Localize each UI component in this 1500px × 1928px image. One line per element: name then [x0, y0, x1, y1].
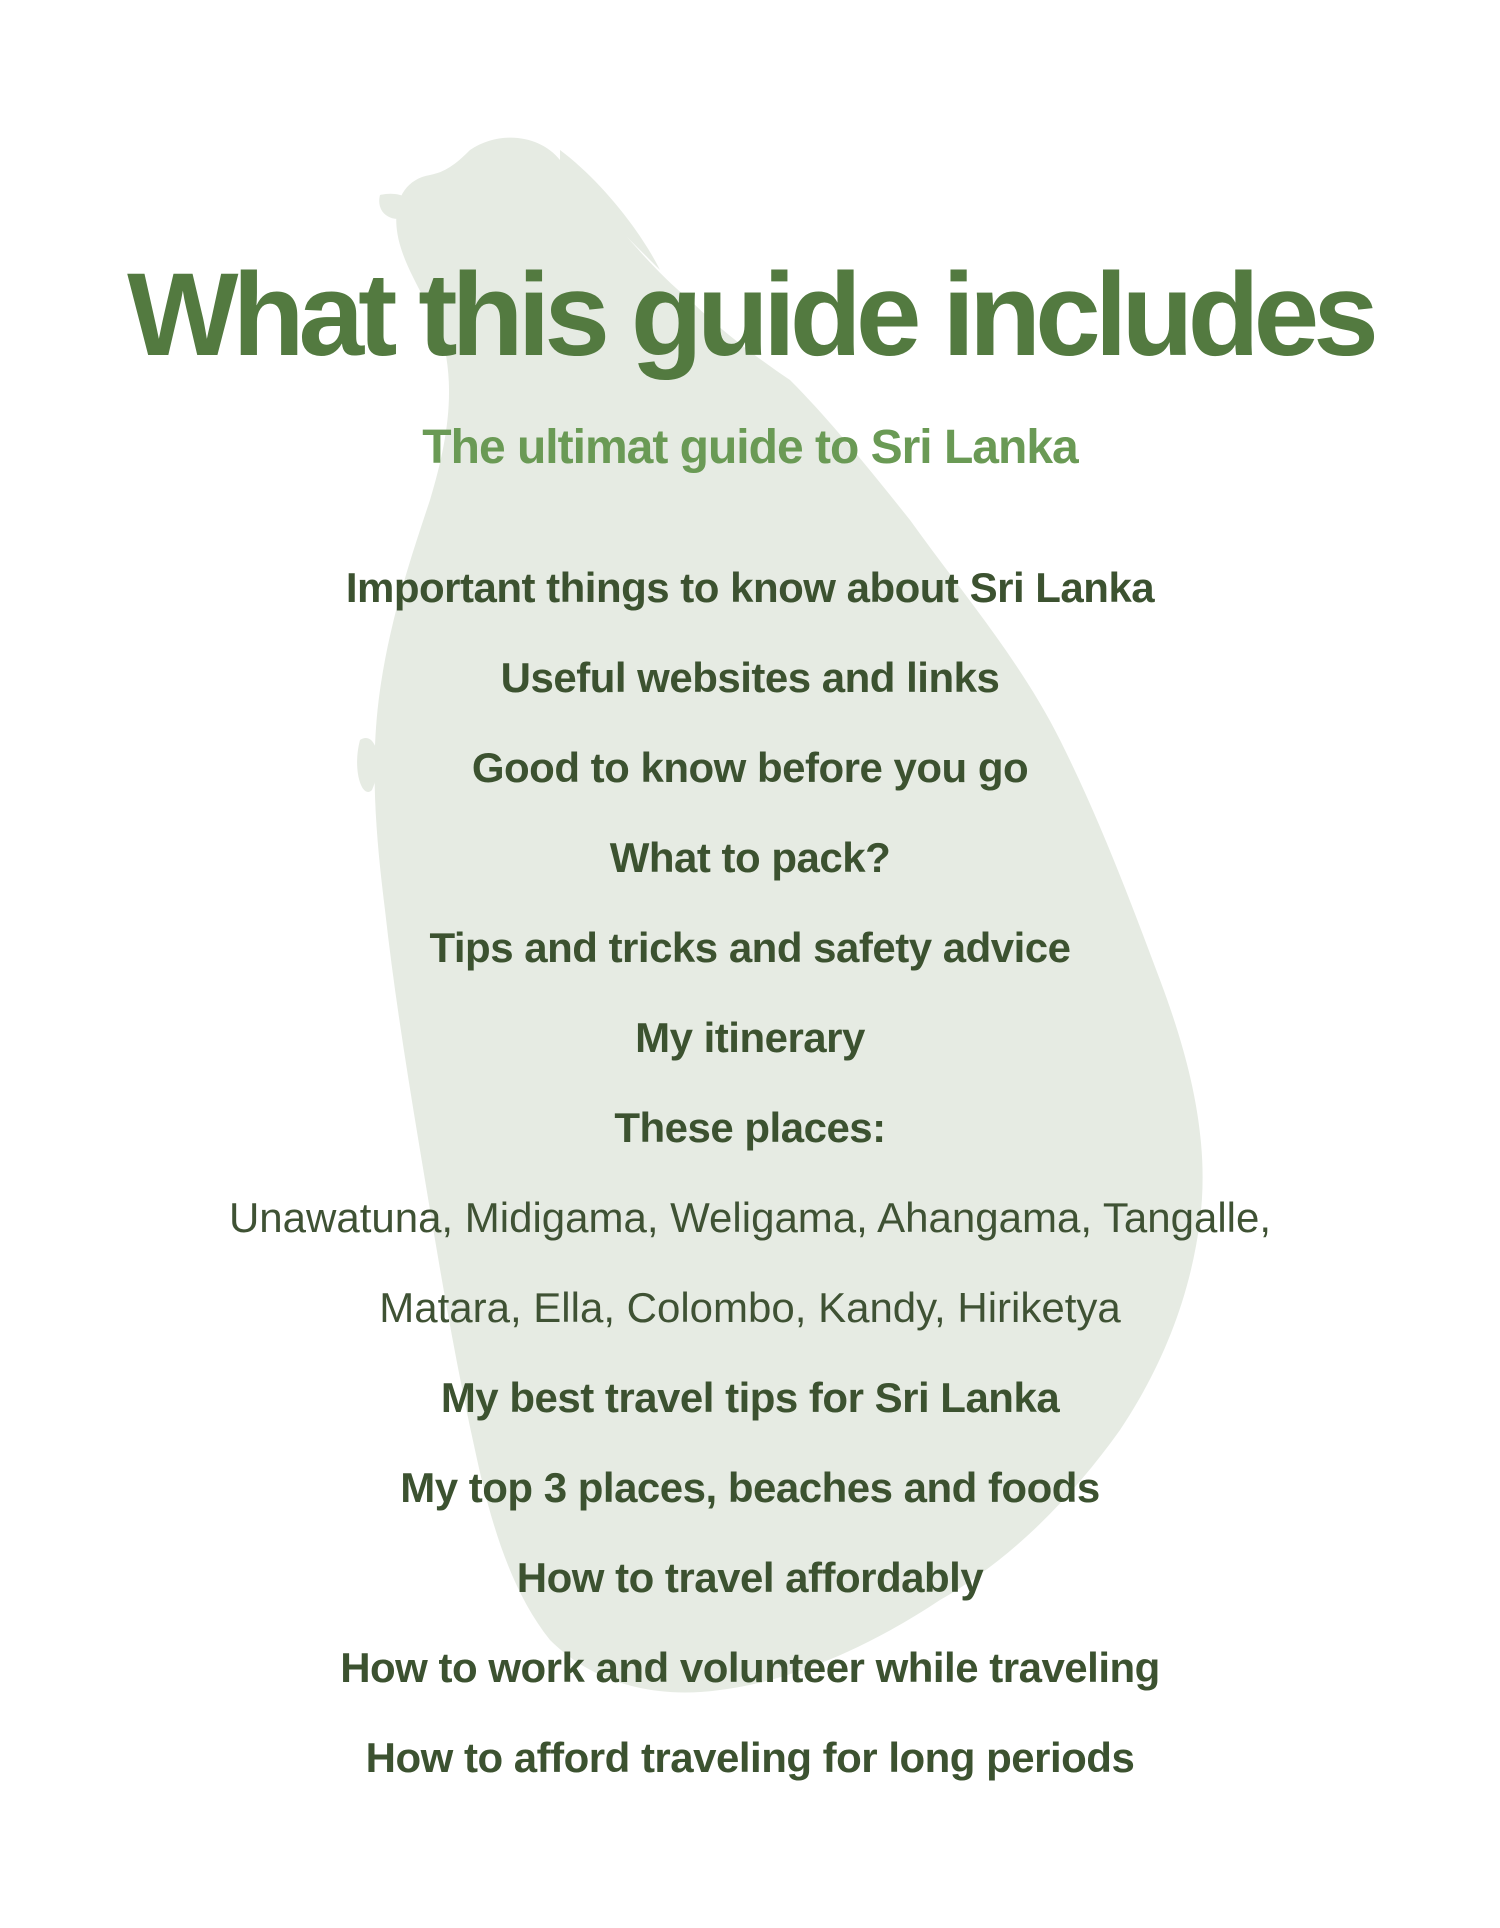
places-line: Matara, Ella, Colombo, Kandy, Hiriketya	[379, 1284, 1121, 1331]
list-item: Tips and tricks and safety advice	[429, 924, 1071, 971]
places-line: Unawatuna, Midigama, Weligama, Ahangama, Tangalle,	[228, 1194, 1272, 1241]
list-item: My top 3 places, beaches and foods	[400, 1464, 1100, 1511]
list-item: My itinerary	[635, 1014, 865, 1061]
page-subtitle: The ultimat guide to Sri Lanka	[422, 421, 1078, 474]
list-item: Good to know before you go	[471, 744, 1029, 791]
list-item: What to pack?	[609, 834, 891, 881]
contents-list	[0, 558, 1500, 1818]
list-item: Important things to know about Sri Lanka	[345, 564, 1155, 611]
list-item: How to work and volunteer while traveling	[340, 1644, 1160, 1691]
page-title: What this guide includes	[127, 249, 1373, 381]
list-item: These places:	[614, 1104, 886, 1151]
list-item: How to afford traveling for long periods	[365, 1734, 1135, 1781]
list-item: My best travel tips for Sri Lanka	[440, 1374, 1060, 1421]
list-item: Useful websites and links	[500, 654, 1000, 701]
list-item: How to travel affordably	[516, 1554, 984, 1601]
